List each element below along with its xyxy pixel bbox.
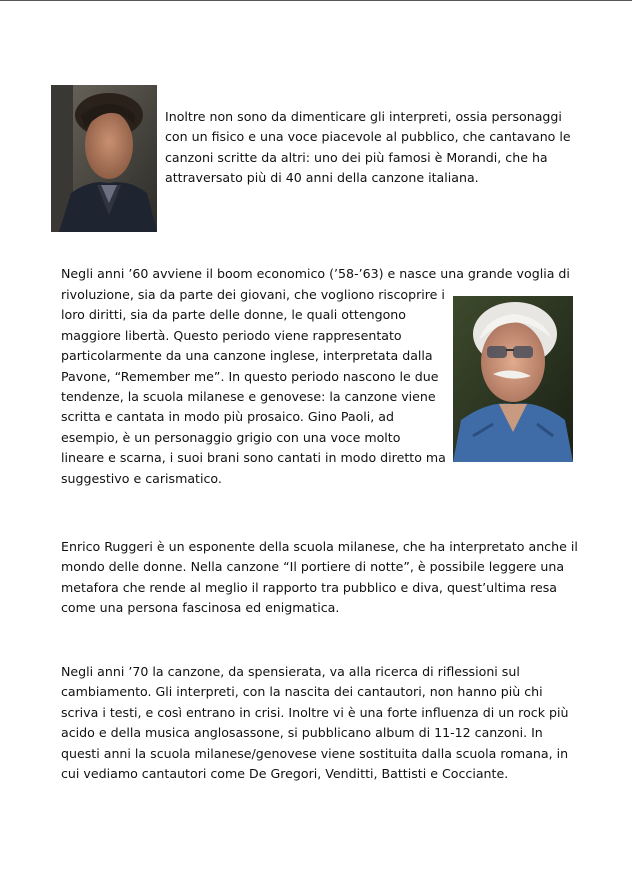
morandi-photo [51, 85, 157, 232]
paragraph-ruggeri: Enrico Ruggeri è un esponente della scuola milanese, che ha interpretato anche il mondo delle donne. Nella canzone “Il portiere di notte”, è possibile leggere una metafora che rende al meglio il rapporto tra pubblico e diva, quest’ultima resa come una persona fascinosa ed enigmatica. [61, 539, 578, 616]
paoli-photo [453, 296, 573, 462]
paragraph-anni-60-first-line: Negli anni ’60 avviene il boom economico (’58-’63) e nasce una grande voglia di [61, 266, 570, 281]
paragraph-anni-70: Negli anni ’70 la canzone, da spensierata, va alla ricerca di riflessioni sul cambiamento. Gli interpreti, con la nascita dei cantautori, non hanno più chi scriva i testi, e così entrano in crisi. Inoltre vi è una forte influenza di un rock più acido e della musica anglosassone, si pubblicano album di 11-12 canzoni. In questi anni la scuola milanese/genovese viene sostituita dalla scuola romana, in cui vediamo cantautori come De Gregori, Venditti, Battisti e Cocciante. [61, 664, 569, 782]
paragraph-anni-60: rivoluzione, sia da parte dei giovani, che vogliono riscoprire i loro diritti, sia da parte delle donne, le quali ottengono maggiore libertà. Questo periodo viene rappresentato particolarmente da una canzone inglese, interpretata dalla Pavone, “Remember me”. In questo periodo nascono le due tendenze, la scuola milanese e genovese: la canzone viene scritta e cantata in modo più prosaico. Gino Paoli, ad esempio, è un personaggio grigio con una voce molto lineare e scarna, i suoi brani sono cantati in modo diretto ma suggestivo e carismatico. [61, 287, 446, 486]
paragraph-morandi: Inoltre non sono da dimenticare gli interpreti, ossia personaggi con un fisico e una voce piacevole al pubblico, che cantavano le canzoni scritte da altri: uno dei più famosi è Morandi, che ha attraversato più di 40 anni della canzone italiana. [165, 109, 571, 186]
top-border-line [0, 0, 632, 1]
